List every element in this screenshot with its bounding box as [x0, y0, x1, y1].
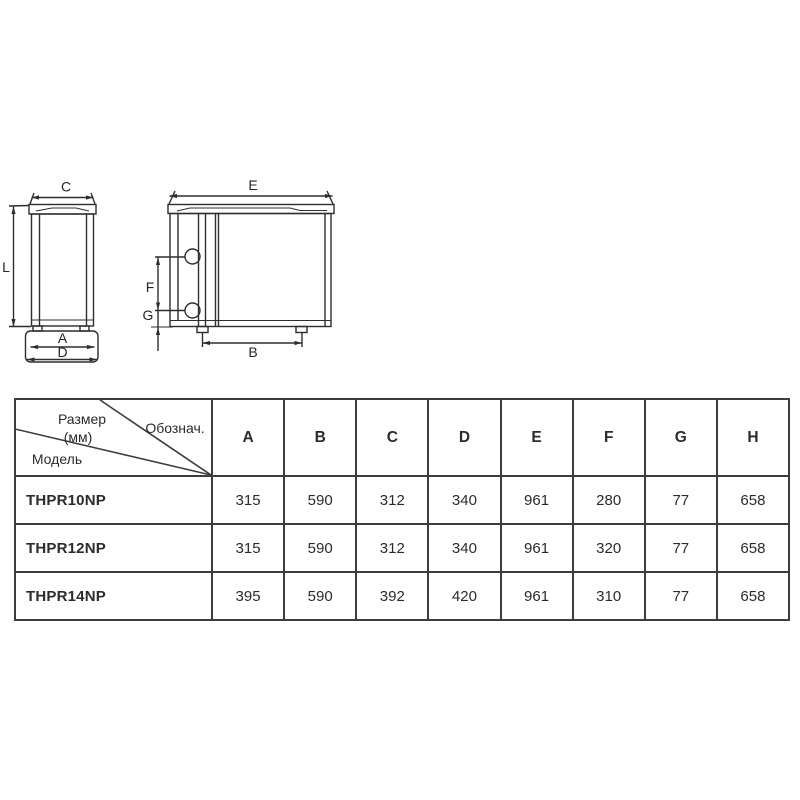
model-name: THPR12NP	[15, 524, 212, 572]
column-header-A: A	[212, 399, 284, 476]
column-header-B: B	[284, 399, 356, 476]
value-cell: 312	[356, 476, 428, 524]
corner-size-label: Размер	[57, 411, 107, 427]
side-body	[32, 214, 94, 326]
value-cell: 280	[573, 476, 645, 524]
dim-label-A: A	[57, 330, 68, 346]
heat-pump-dimension-drawing	[0, 0, 800, 390]
dim-label-C: C	[60, 178, 72, 195]
front-view-arrowheads	[156, 194, 333, 345]
side-view-arrowheads	[11, 195, 97, 361]
value-cell: 395	[212, 572, 284, 620]
column-header-H: H	[717, 399, 789, 476]
column-header-E: E	[501, 399, 573, 476]
table-row	[15, 524, 789, 572]
dim-label-B: B	[248, 344, 258, 360]
dim-label-F: F	[145, 279, 155, 295]
dim-label-E: E	[248, 177, 258, 193]
corner-unit-label: (мм)	[63, 429, 93, 445]
water-port-top	[185, 249, 200, 264]
side-foot-right	[80, 326, 89, 331]
value-cell: 961	[501, 476, 573, 524]
column-header-D: D	[428, 399, 500, 476]
front-view-drawing	[151, 191, 334, 351]
dim-label-L: L	[2, 259, 10, 275]
table-row	[15, 476, 789, 524]
value-cell: 315	[212, 524, 284, 572]
value-cell: 312	[356, 524, 428, 572]
value-cell: 340	[428, 476, 500, 524]
column-header-C: C	[356, 399, 428, 476]
value-cell: 392	[356, 572, 428, 620]
value-cell: 310	[573, 572, 645, 620]
dimensions-table	[14, 398, 790, 621]
corner-model-label: Модель	[31, 451, 83, 467]
model-name: THPR14NP	[15, 572, 212, 620]
value-cell: 420	[428, 572, 500, 620]
front-body	[170, 214, 331, 327]
side-view-drawing	[9, 193, 98, 362]
value-cell: 315	[212, 476, 284, 524]
dim-label-D: D	[57, 344, 68, 360]
front-foot-right	[296, 327, 307, 333]
side-cap-seam	[36, 208, 89, 211]
value-cell: 77	[645, 476, 717, 524]
value-cell: 658	[717, 524, 789, 572]
value-cell: 77	[645, 572, 717, 620]
table-corner-cell	[15, 399, 212, 476]
value-cell: 590	[284, 476, 356, 524]
dim-label-G: G	[142, 307, 154, 323]
value-cell: 590	[284, 524, 356, 572]
front-foot-left	[197, 327, 208, 333]
table-header-row	[15, 399, 789, 476]
value-cell: 961	[501, 524, 573, 572]
model-name: THPR10NP	[15, 476, 212, 524]
table-row	[15, 572, 789, 620]
value-cell: 77	[645, 524, 717, 572]
value-cell: 320	[573, 524, 645, 572]
front-top-cap	[168, 205, 334, 214]
column-header-F: F	[573, 399, 645, 476]
value-cell: 961	[501, 572, 573, 620]
side-foot-left	[33, 326, 42, 331]
front-cap-seam	[177, 208, 327, 211]
value-cell: 658	[717, 476, 789, 524]
value-cell: 340	[428, 524, 500, 572]
side-top-cap	[29, 205, 96, 215]
corner-designation-label: Обознач.	[145, 420, 205, 436]
column-header-G: G	[645, 399, 717, 476]
value-cell: 658	[717, 572, 789, 620]
water-port-bottom	[185, 303, 200, 318]
value-cell: 590	[284, 572, 356, 620]
